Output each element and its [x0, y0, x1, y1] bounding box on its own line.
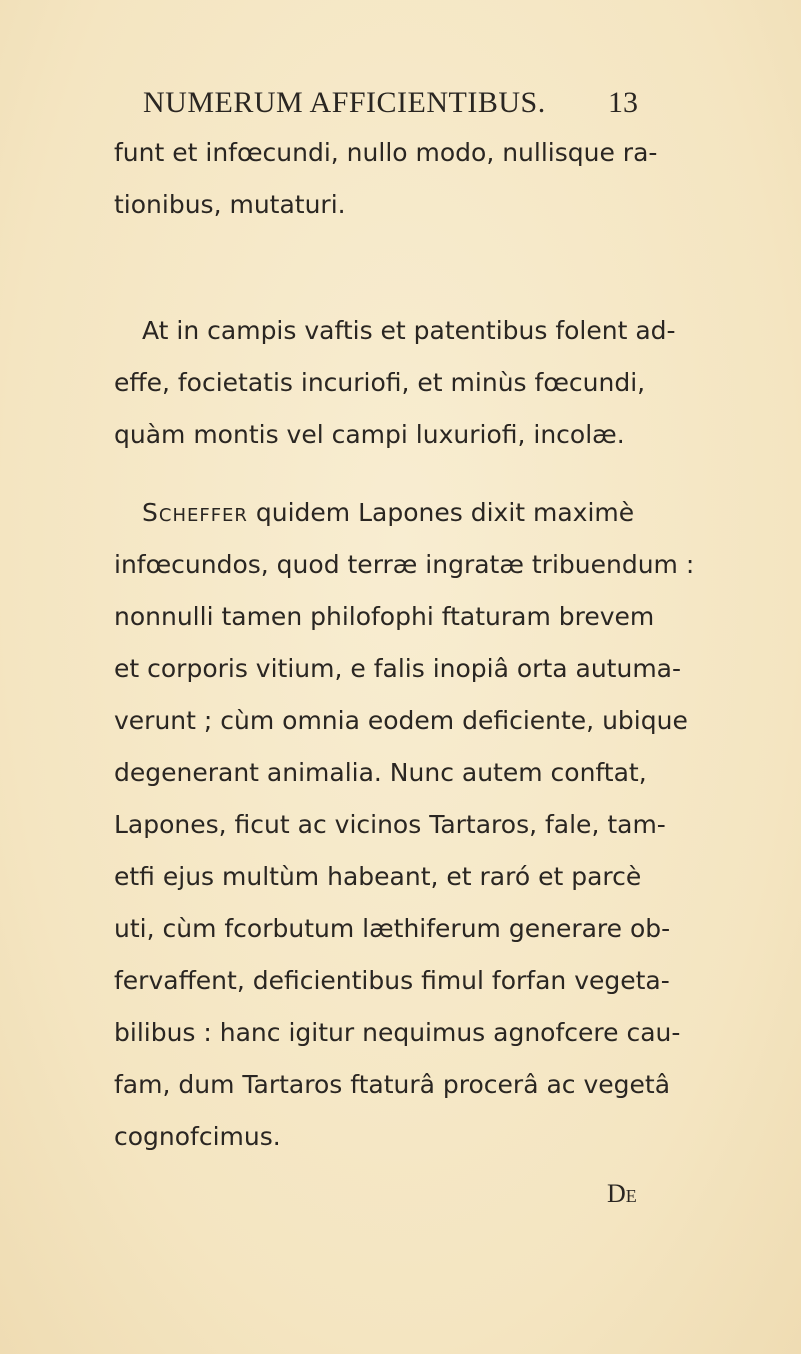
text-line: et corporis vitium, e falis inopiâ orta autuma-	[114, 654, 682, 683]
text-line: bilibus : hanc igitur nequimus agnofcere cau-	[114, 1018, 681, 1047]
paragraph-1	[114, 127, 658, 231]
text-line: etfi ejus multùm habeant, et raró et parcè	[114, 862, 642, 891]
paragraph-3	[114, 487, 695, 1163]
text-line: uti, cùm fcorbutum læthiferum generare ob-	[114, 914, 671, 943]
text-line: quàm montis vel campi luxuriofi, incolæ.	[114, 420, 625, 449]
catchword	[607, 1179, 637, 1209]
text-line: effe, focietatis incuriofi, et minùs fœcundi,	[114, 368, 646, 397]
text-line: funt et infœcundi, nullo modo, nullisque ra-	[114, 138, 658, 167]
text-line: infœcundos, quod terræ ingratæ tribuendum :	[114, 550, 695, 579]
text-line: tionibus, mutaturi.	[114, 190, 346, 219]
catchword-initial: D	[607, 1179, 626, 1208]
text-line: cognofcimus.	[114, 1122, 281, 1151]
text-fragment: quidem Lapones dixit maximè	[247, 498, 635, 527]
text-line: At in campis vaftis et patentibus folent ad-	[142, 316, 676, 345]
catchword-rest: E	[625, 1186, 637, 1206]
text-line: Lapones, ficut ac vicinos Tartaros, fale, tam-	[114, 810, 666, 839]
paragraph-2	[114, 305, 676, 461]
running-head: NUMERUM AFFICIENTIBUS.	[143, 86, 546, 119]
author-name: Scheffer	[142, 498, 248, 527]
text-line	[114, 487, 654, 539]
text-line: nonnulli tamen philofophi ftaturam brevem	[114, 602, 655, 631]
text-line: degenerant animalia. Nunc autem conftat,	[114, 758, 647, 787]
text-line: verunt ; cùm omnia eodem deficiente, ubique	[114, 706, 688, 735]
text-line: fam, dum Tartaros ftaturâ procerâ ac vegetâ	[114, 1070, 671, 1099]
page-number: 13	[608, 86, 638, 119]
text-line: fervaffent, deficientibus fimul forfan vegeta-	[114, 966, 670, 995]
